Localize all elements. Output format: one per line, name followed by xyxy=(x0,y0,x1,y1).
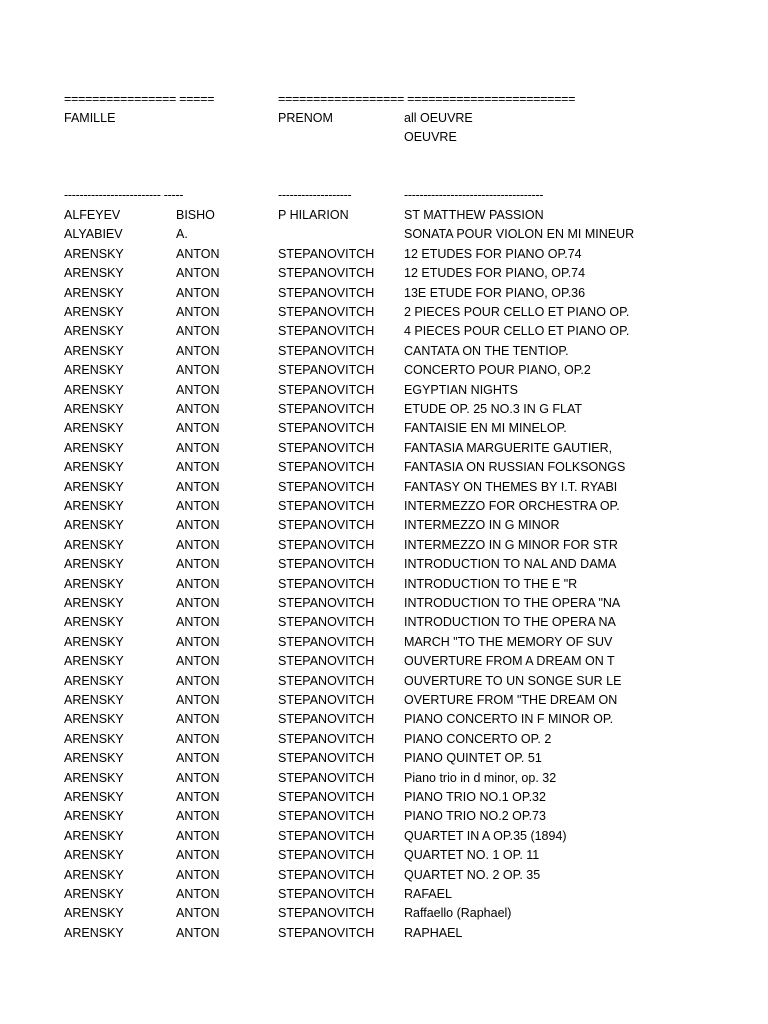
prenom-initial-cell: ANTON xyxy=(176,790,220,804)
prenom-initial-cell: ANTON xyxy=(176,712,220,726)
oeuvre-header: OEUVRE xyxy=(404,130,457,144)
patronyme-cell: STEPANOVITCH xyxy=(278,693,375,707)
prenom-initial-cell: ANTON xyxy=(176,848,220,862)
oeuvre-cell: MARCH "TO THE MEMORY OF SUV xyxy=(404,635,613,649)
oeuvre-cell: OVERTURE FROM "THE DREAM ON xyxy=(404,693,618,707)
table-row xyxy=(0,769,768,787)
patronyme-cell: STEPANOVITCH xyxy=(278,732,375,746)
famille-cell: ARENSKY xyxy=(64,829,124,843)
prenom-initial-cell: ANTON xyxy=(176,732,220,746)
oeuvre-cell: RAFAEL xyxy=(404,887,452,901)
famille-cell: ARENSKY xyxy=(64,421,124,435)
oeuvre-cell: Raffaello (Raphael) xyxy=(404,906,512,920)
famille-header: FAMILLE xyxy=(64,111,116,125)
famille-cell: ARENSKY xyxy=(64,324,124,338)
prenom-initial-cell: ANTON xyxy=(176,480,220,494)
famille-cell: ARENSKY xyxy=(64,693,124,707)
prenom-initial-cell: BISHO xyxy=(176,208,215,222)
famille-cell: ARENSKY xyxy=(64,441,124,455)
table-row xyxy=(0,555,768,573)
famille-cell: ARENSKY xyxy=(64,596,124,610)
oeuvre-cell: PIANO CONCERTO IN F MINOR OP. xyxy=(404,712,614,726)
patronyme-cell: STEPANOVITCH xyxy=(278,906,375,920)
oeuvre-cell: CANTATA ON THE TENTIOP. xyxy=(404,344,569,358)
table-row xyxy=(0,381,768,399)
patronyme-cell: STEPANOVITCH xyxy=(278,557,375,571)
equals-rule-famille: ================ ===== xyxy=(64,92,215,106)
oeuvre-cell: 4 PIECES POUR CELLO ET PIANO OP. xyxy=(404,324,630,338)
oeuvre-cell: INTRODUCTION TO THE E "R xyxy=(404,577,578,591)
table-row xyxy=(0,225,768,243)
oeuvre-cell: FANTAISIE EN MI MINELOP. xyxy=(404,421,567,435)
oeuvre-cell: 12 ETUDES FOR PIANO OP.74 xyxy=(404,247,582,261)
prenom-initial-cell: ANTON xyxy=(176,751,220,765)
patronyme-cell: STEPANOVITCH xyxy=(278,654,375,668)
famille-cell: ARENSKY xyxy=(64,771,124,785)
oeuvre-cell: 2 PIECES POUR CELLO ET PIANO OP. xyxy=(404,305,630,319)
table-row xyxy=(0,536,768,554)
patronyme-cell: STEPANOVITCH xyxy=(278,518,375,532)
table-row xyxy=(0,497,768,515)
famille-cell: ARENSKY xyxy=(64,732,124,746)
famille-cell: ARENSKY xyxy=(64,712,124,726)
prenom-initial-cell: ANTON xyxy=(176,363,220,377)
table-row xyxy=(0,439,768,457)
table-row xyxy=(0,846,768,864)
prenom-initial-cell: ANTON xyxy=(176,402,220,416)
oeuvre-cell: INTRODUCTION TO THE OPERA NA xyxy=(404,615,616,629)
patronyme-cell: STEPANOVITCH xyxy=(278,674,375,688)
table-row xyxy=(0,419,768,437)
patronyme-cell: STEPANOVITCH xyxy=(278,848,375,862)
oeuvre-cell: FANTASY ON THEMES BY I.T. RYABI xyxy=(404,480,618,494)
patronyme-cell: STEPANOVITCH xyxy=(278,247,375,261)
prenom-initial-cell: ANTON xyxy=(176,674,220,688)
oeuvre-cell: FANTASIA MARGUERITE GAUTIER, xyxy=(404,441,613,455)
prenom-initial-cell: ANTON xyxy=(176,868,220,882)
table-row xyxy=(0,827,768,845)
famille-cell: ARENSKY xyxy=(64,674,124,688)
famille-cell: ARENSKY xyxy=(64,247,124,261)
table-row xyxy=(0,478,768,496)
header-rule-dashes xyxy=(0,186,768,204)
patronyme-cell: STEPANOVITCH xyxy=(278,771,375,785)
patronyme-cell: STEPANOVITCH xyxy=(278,887,375,901)
famille-cell: ARENSKY xyxy=(64,809,124,823)
oeuvre-cell: QUARTET NO. 1 OP. 11 xyxy=(404,848,540,862)
table-row xyxy=(0,458,768,476)
patronyme-cell: STEPANOVITCH xyxy=(278,480,375,494)
famille-cell: ARENSKY xyxy=(64,926,124,940)
table-row xyxy=(0,245,768,263)
prenom-initial-cell: ANTON xyxy=(176,906,220,920)
oeuvre-cell: FANTASIA ON RUSSIAN FOLKSONGS xyxy=(404,460,626,474)
all-oeuvre-header: all OEUVRE xyxy=(404,111,473,125)
prenom-initial-cell: ANTON xyxy=(176,247,220,261)
table-row xyxy=(0,885,768,903)
prenom-header: PRENOM xyxy=(278,111,333,125)
prenom-initial-cell: ANTON xyxy=(176,635,220,649)
prenom-initial-cell: ANTON xyxy=(176,421,220,435)
prenom-initial-cell: ANTON xyxy=(176,557,220,571)
oeuvre-cell: INTERMEZZO IN G MINOR FOR STR xyxy=(404,538,618,552)
famille-cell: ARENSKY xyxy=(64,751,124,765)
table-row xyxy=(0,633,768,651)
patronyme-cell: STEPANOVITCH xyxy=(278,402,375,416)
equals-rule-prenom-oeuvre: ================== ======================== xyxy=(278,92,576,106)
oeuvre-cell: PIANO CONCERTO OP. 2 xyxy=(404,732,552,746)
patronyme-cell: STEPANOVITCH xyxy=(278,460,375,474)
oeuvre-cell: EGYPTIAN NIGHTS xyxy=(404,383,518,397)
table-row xyxy=(0,710,768,728)
prenom-initial-cell: ANTON xyxy=(176,441,220,455)
famille-cell: ARENSKY xyxy=(64,305,124,319)
table-row xyxy=(0,672,768,690)
patronyme-cell: STEPANOVITCH xyxy=(278,829,375,843)
patronyme-cell: STEPANOVITCH xyxy=(278,751,375,765)
patronyme-cell: STEPANOVITCH xyxy=(278,635,375,649)
table-row xyxy=(0,264,768,282)
patronyme-cell: STEPANOVITCH xyxy=(278,615,375,629)
famille-cell: ARENSKY xyxy=(64,460,124,474)
table-row xyxy=(0,206,768,224)
patronyme-cell: STEPANOVITCH xyxy=(278,499,375,513)
famille-cell: ARENSKY xyxy=(64,480,124,494)
dash-rule-prenom: ------------------- xyxy=(278,188,352,202)
patronyme-cell: STEPANOVITCH xyxy=(278,441,375,455)
oeuvre-cell: ST MATTHEW PASSION xyxy=(404,208,544,222)
famille-cell: ARENSKY xyxy=(64,906,124,920)
table-row xyxy=(0,652,768,670)
prenom-initial-cell: ANTON xyxy=(176,460,220,474)
prenom-initial-cell: ANTON xyxy=(176,266,220,280)
prenom-initial-cell: ANTON xyxy=(176,383,220,397)
table-row xyxy=(0,594,768,612)
patronyme-cell: STEPANOVITCH xyxy=(278,421,375,435)
oeuvre-cell: RAPHAEL xyxy=(404,926,463,940)
patronyme-cell: STEPANOVITCH xyxy=(278,305,375,319)
prenom-initial-cell: ANTON xyxy=(176,344,220,358)
famille-cell: ARENSKY xyxy=(64,868,124,882)
oeuvre-cell: 12 ETUDES FOR PIANO, OP.74 xyxy=(404,266,586,280)
table-row xyxy=(0,284,768,302)
famille-cell: ALFEYEV xyxy=(64,208,121,222)
prenom-initial-cell: ANTON xyxy=(176,809,220,823)
prenom-initial-cell: ANTON xyxy=(176,887,220,901)
table-row xyxy=(0,691,768,709)
table-row xyxy=(0,788,768,806)
prenom-initial-cell: ANTON xyxy=(176,771,220,785)
patronyme-cell: STEPANOVITCH xyxy=(278,286,375,300)
prenom-initial-cell: ANTON xyxy=(176,615,220,629)
prenom-initial-cell: ANTON xyxy=(176,538,220,552)
famille-cell: ARENSKY xyxy=(64,887,124,901)
prenom-initial-cell: ANTON xyxy=(176,499,220,513)
oeuvre-cell: ETUDE OP. 25 NO.3 IN G FLAT xyxy=(404,402,583,416)
famille-cell: ARENSKY xyxy=(64,402,124,416)
patronyme-cell: STEPANOVITCH xyxy=(278,926,375,940)
famille-cell: ARENSKY xyxy=(64,383,124,397)
header-row-1 xyxy=(0,109,768,127)
prenom-initial-cell: ANTON xyxy=(176,654,220,668)
prenom-initial-cell: ANTON xyxy=(176,926,220,940)
famille-cell: ARENSKY xyxy=(64,344,124,358)
famille-cell: ARENSKY xyxy=(64,615,124,629)
famille-cell: ARENSKY xyxy=(64,499,124,513)
patronyme-cell: STEPANOVITCH xyxy=(278,577,375,591)
table-row xyxy=(0,613,768,631)
patronyme-cell: STEPANOVITCH xyxy=(278,790,375,804)
famille-cell: ARENSKY xyxy=(64,577,124,591)
oeuvre-cell: INTRODUCTION TO THE OPERA "NA xyxy=(404,596,621,610)
oeuvre-cell: PIANO TRIO NO.1 OP.32 xyxy=(404,790,546,804)
famille-cell: ALYABIEV xyxy=(64,227,123,241)
oeuvre-cell: OUVERTURE TO UN SONGE SUR LE xyxy=(404,674,622,688)
table-row xyxy=(0,730,768,748)
header-rule-equals xyxy=(0,90,768,108)
patronyme-cell: STEPANOVITCH xyxy=(278,538,375,552)
prenom-initial-cell: A. xyxy=(176,227,188,241)
famille-cell: ARENSKY xyxy=(64,635,124,649)
header-row-2 xyxy=(0,128,768,146)
table-row xyxy=(0,904,768,922)
prenom-initial-cell: ANTON xyxy=(176,305,220,319)
table-row xyxy=(0,322,768,340)
oeuvre-cell: INTERMEZZO IN G MINOR xyxy=(404,518,560,532)
oeuvre-cell: SONATA POUR VIOLON EN MI MINEUR xyxy=(404,227,635,241)
patronyme-cell: STEPANOVITCH xyxy=(278,344,375,358)
prenom-initial-cell: ANTON xyxy=(176,577,220,591)
table-row xyxy=(0,749,768,767)
oeuvre-cell: INTERMEZZO FOR ORCHESTRA OP. xyxy=(404,499,620,513)
prenom-initial-cell: ANTON xyxy=(176,518,220,532)
oeuvre-cell: QUARTET NO. 2 OP. 35 xyxy=(404,868,541,882)
oeuvre-cell: Piano trio in d minor, op. 32 xyxy=(404,771,557,785)
patronyme-cell: STEPANOVITCH xyxy=(278,809,375,823)
famille-cell: ARENSKY xyxy=(64,790,124,804)
famille-cell: ARENSKY xyxy=(64,848,124,862)
famille-cell: ARENSKY xyxy=(64,286,124,300)
oeuvre-cell: INTRODUCTION TO NAL AND DAMA xyxy=(404,557,617,571)
table-row xyxy=(0,516,768,534)
oeuvre-cell: 13E ETUDE FOR PIANO, OP.36 xyxy=(404,286,586,300)
oeuvre-cell: OUVERTURE FROM A DREAM ON T xyxy=(404,654,615,668)
table-row xyxy=(0,807,768,825)
table-row xyxy=(0,361,768,379)
patronyme-cell: STEPANOVITCH xyxy=(278,324,375,338)
table-row xyxy=(0,400,768,418)
prenom-initial-cell: ANTON xyxy=(176,596,220,610)
patronyme-cell: STEPANOVITCH xyxy=(278,383,375,397)
patronyme-cell: STEPANOVITCH xyxy=(278,712,375,726)
prenom-initial-cell: ANTON xyxy=(176,286,220,300)
table-row xyxy=(0,303,768,321)
prenom-initial-cell: ANTON xyxy=(176,693,220,707)
famille-cell: ARENSKY xyxy=(64,538,124,552)
patronyme-cell: P HILARION xyxy=(278,208,349,222)
patronyme-cell: STEPANOVITCH xyxy=(278,596,375,610)
patronyme-cell: STEPANOVITCH xyxy=(278,868,375,882)
prenom-initial-cell: ANTON xyxy=(176,324,220,338)
dash-rule-oeuvre: ------------------------------------ xyxy=(404,188,544,202)
oeuvre-cell: PIANO TRIO NO.2 OP.73 xyxy=(404,809,546,823)
oeuvre-cell: QUARTET IN A OP.35 (1894) xyxy=(404,829,567,843)
table-row xyxy=(0,924,768,942)
famille-cell: ARENSKY xyxy=(64,557,124,571)
dash-rule-famille: ------------------------- ----- xyxy=(64,188,184,202)
table-row xyxy=(0,866,768,884)
oeuvre-cell: CONCERTO POUR PIANO, OP.2 xyxy=(404,363,591,377)
famille-cell: ARENSKY xyxy=(64,518,124,532)
famille-cell: ARENSKY xyxy=(64,363,124,377)
famille-cell: ARENSKY xyxy=(64,654,124,668)
prenom-initial-cell: ANTON xyxy=(176,829,220,843)
famille-cell: ARENSKY xyxy=(64,266,124,280)
table-row xyxy=(0,342,768,360)
table-row xyxy=(0,575,768,593)
oeuvre-cell: PIANO QUINTET OP. 51 xyxy=(404,751,542,765)
patronyme-cell: STEPANOVITCH xyxy=(278,266,375,280)
patronyme-cell: STEPANOVITCH xyxy=(278,363,375,377)
